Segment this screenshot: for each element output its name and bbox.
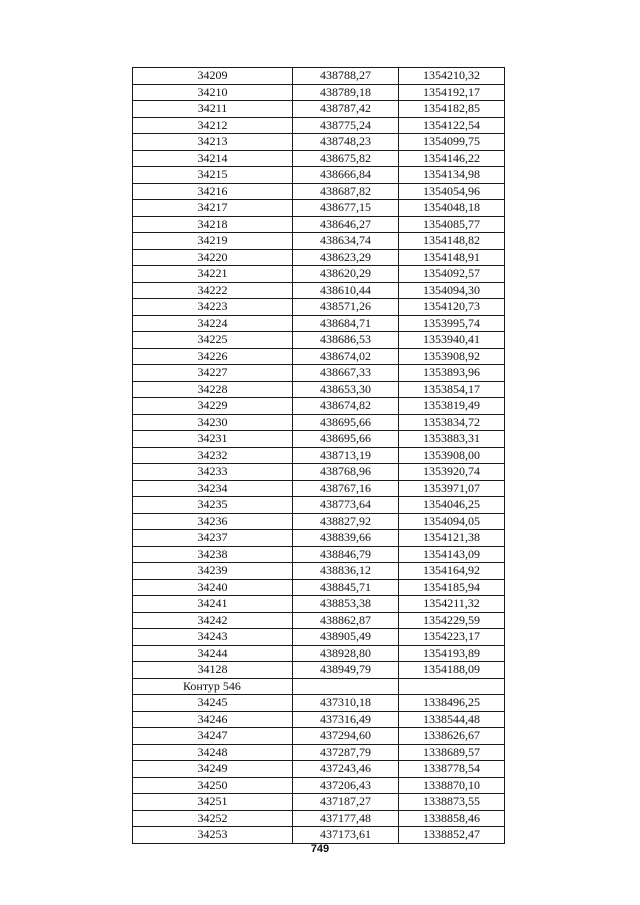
y-coordinate-cell: 1353893,96 <box>399 365 505 382</box>
point-id-cell: 34224 <box>133 315 293 332</box>
x-coordinate-cell: 438646,27 <box>293 216 399 233</box>
table-row <box>133 414 505 431</box>
y-coordinate-cell: 1354094,05 <box>399 513 505 530</box>
point-id-cell: 34225 <box>133 332 293 349</box>
x-coordinate-cell: 438839,66 <box>293 530 399 547</box>
x-coordinate-cell: 438768,96 <box>293 464 399 481</box>
y-coordinate-cell: 1338496,25 <box>399 695 505 712</box>
y-coordinate-cell: 1353971,07 <box>399 480 505 497</box>
point-id-cell: 34248 <box>133 744 293 761</box>
table-row <box>133 711 505 728</box>
x-coordinate-cell: 438949,79 <box>293 662 399 679</box>
table-row <box>133 480 505 497</box>
point-id-cell: 34247 <box>133 728 293 745</box>
table-row <box>133 662 505 679</box>
y-coordinate-cell: 1353908,92 <box>399 348 505 365</box>
point-id-cell: 34214 <box>133 150 293 167</box>
point-id-cell: 34235 <box>133 497 293 514</box>
y-coordinate-cell: 1353819,49 <box>399 398 505 415</box>
y-coordinate-cell: 1338852,47 <box>399 827 505 844</box>
point-id-cell: 34218 <box>133 216 293 233</box>
table-row <box>133 134 505 151</box>
table-row <box>133 315 505 332</box>
point-id-cell: 34245 <box>133 695 293 712</box>
point-id-cell: 34253 <box>133 827 293 844</box>
point-id-cell: 34236 <box>133 513 293 530</box>
x-coordinate-cell: 437187,27 <box>293 794 399 811</box>
x-coordinate-cell: 438827,92 <box>293 513 399 530</box>
point-id-cell: 34228 <box>133 381 293 398</box>
y-coordinate-cell: 1354211,32 <box>399 596 505 613</box>
x-coordinate-cell: 438775,24 <box>293 117 399 134</box>
table-row <box>133 249 505 266</box>
y-coordinate-cell: 1354193,89 <box>399 645 505 662</box>
x-coordinate-cell: 437310,18 <box>293 695 399 712</box>
point-id-cell: 34237 <box>133 530 293 547</box>
point-id-cell: 34234 <box>133 480 293 497</box>
coordinates-table <box>132 67 505 844</box>
y-coordinate-cell: 1338870,10 <box>399 777 505 794</box>
y-coordinate-cell: 1354085,77 <box>399 216 505 233</box>
y-coordinate-cell: 1338858,46 <box>399 810 505 827</box>
x-coordinate-cell: 438666,84 <box>293 167 399 184</box>
y-coordinate-cell: 1354148,91 <box>399 249 505 266</box>
x-coordinate-cell: 437287,79 <box>293 744 399 761</box>
table-row <box>133 348 505 365</box>
section-header-row <box>133 678 505 695</box>
x-coordinate-cell: 437173,61 <box>293 827 399 844</box>
x-coordinate-cell: 438684,71 <box>293 315 399 332</box>
table-row <box>133 827 505 844</box>
x-coordinate-cell: 438788,27 <box>293 68 399 85</box>
y-coordinate-cell: 1354143,09 <box>399 546 505 563</box>
table-row <box>133 596 505 613</box>
point-id-cell: 34243 <box>133 629 293 646</box>
table-row <box>133 794 505 811</box>
y-coordinate-cell: 1354188,09 <box>399 662 505 679</box>
table-row <box>133 101 505 118</box>
x-coordinate-cell: 438748,23 <box>293 134 399 151</box>
table-row <box>133 645 505 662</box>
contour-label-cell: Контур 546 <box>133 678 293 695</box>
point-id-cell: 34241 <box>133 596 293 613</box>
x-coordinate-cell: 438677,15 <box>293 200 399 217</box>
point-id-cell: 34219 <box>133 233 293 250</box>
point-id-cell: 34251 <box>133 794 293 811</box>
x-coordinate-cell: 438928,80 <box>293 645 399 662</box>
table-row <box>133 183 505 200</box>
y-coordinate-cell: 1353908,00 <box>399 447 505 464</box>
table-row <box>133 497 505 514</box>
x-coordinate-cell: 438862,87 <box>293 612 399 629</box>
x-coordinate-cell: 438620,29 <box>293 266 399 283</box>
table-row <box>133 728 505 745</box>
table-row <box>133 282 505 299</box>
table-row <box>133 579 505 596</box>
table-row <box>133 695 505 712</box>
y-coordinate-cell: 1338778,54 <box>399 761 505 778</box>
x-coordinate-cell: 438836,12 <box>293 563 399 580</box>
table-row <box>133 513 505 530</box>
point-id-cell: 34231 <box>133 431 293 448</box>
y-coordinate-cell: 1338873,55 <box>399 794 505 811</box>
x-coordinate-cell: 437294,60 <box>293 728 399 745</box>
x-coordinate-cell: 438767,16 <box>293 480 399 497</box>
table-row <box>133 398 505 415</box>
point-id-cell: 34246 <box>133 711 293 728</box>
x-coordinate-cell: 438686,53 <box>293 332 399 349</box>
table-row <box>133 68 505 85</box>
y-coordinate-cell: 1354094,30 <box>399 282 505 299</box>
table-row <box>133 266 505 283</box>
table-row <box>133 216 505 233</box>
y-coordinate-cell: 1353854,17 <box>399 381 505 398</box>
table-row <box>133 84 505 101</box>
y-coordinate-cell: 1354046,25 <box>399 497 505 514</box>
table-row <box>133 777 505 794</box>
x-coordinate-cell: 438667,33 <box>293 365 399 382</box>
x-coordinate-cell <box>293 678 399 695</box>
y-coordinate-cell: 1354185,94 <box>399 579 505 596</box>
table-row <box>133 167 505 184</box>
point-id-cell: 34128 <box>133 662 293 679</box>
table-row <box>133 431 505 448</box>
table-row <box>133 530 505 547</box>
x-coordinate-cell: 437243,46 <box>293 761 399 778</box>
x-coordinate-cell: 438789,18 <box>293 84 399 101</box>
y-coordinate-cell: 1354099,75 <box>399 134 505 151</box>
x-coordinate-cell: 438610,44 <box>293 282 399 299</box>
y-coordinate-cell: 1353920,74 <box>399 464 505 481</box>
x-coordinate-cell: 438773,64 <box>293 497 399 514</box>
y-coordinate-cell: 1354229,59 <box>399 612 505 629</box>
x-coordinate-cell: 438674,82 <box>293 398 399 415</box>
point-id-cell: 34249 <box>133 761 293 778</box>
point-id-cell: 34221 <box>133 266 293 283</box>
point-id-cell: 34229 <box>133 398 293 415</box>
x-coordinate-cell: 438571,26 <box>293 299 399 316</box>
point-id-cell: 34223 <box>133 299 293 316</box>
y-coordinate-cell: 1353940,41 <box>399 332 505 349</box>
point-id-cell: 34252 <box>133 810 293 827</box>
x-coordinate-cell: 437206,43 <box>293 777 399 794</box>
point-id-cell: 34232 <box>133 447 293 464</box>
y-coordinate-cell: 1354048,18 <box>399 200 505 217</box>
point-id-cell: 34213 <box>133 134 293 151</box>
coordinates-table-body <box>133 68 505 844</box>
x-coordinate-cell: 438905,49 <box>293 629 399 646</box>
x-coordinate-cell: 437316,49 <box>293 711 399 728</box>
y-coordinate-cell: 1354192,17 <box>399 84 505 101</box>
y-coordinate-cell: 1354148,82 <box>399 233 505 250</box>
table-row <box>133 546 505 563</box>
y-coordinate-cell: 1354146,22 <box>399 150 505 167</box>
y-coordinate-cell: 1353995,74 <box>399 315 505 332</box>
table-row <box>133 200 505 217</box>
point-id-cell: 34227 <box>133 365 293 382</box>
y-coordinate-cell: 1353834,72 <box>399 414 505 431</box>
x-coordinate-cell: 438845,71 <box>293 579 399 596</box>
y-coordinate-cell: 1354054,96 <box>399 183 505 200</box>
table-row <box>133 810 505 827</box>
table-row <box>133 464 505 481</box>
point-id-cell: 34226 <box>133 348 293 365</box>
point-id-cell: 34240 <box>133 579 293 596</box>
table-row <box>133 299 505 316</box>
table-row <box>133 447 505 464</box>
y-coordinate-cell: 1354182,85 <box>399 101 505 118</box>
x-coordinate-cell: 438687,82 <box>293 183 399 200</box>
y-coordinate-cell: 1354120,73 <box>399 299 505 316</box>
x-coordinate-cell: 437177,48 <box>293 810 399 827</box>
x-coordinate-cell: 438675,82 <box>293 150 399 167</box>
y-coordinate-cell: 1338689,57 <box>399 744 505 761</box>
y-coordinate-cell: 1354164,92 <box>399 563 505 580</box>
x-coordinate-cell: 438695,66 <box>293 414 399 431</box>
table-row <box>133 761 505 778</box>
y-coordinate-cell: 1338626,67 <box>399 728 505 745</box>
x-coordinate-cell: 438674,02 <box>293 348 399 365</box>
page-number: 749 <box>310 843 330 855</box>
point-id-cell: 34222 <box>133 282 293 299</box>
y-coordinate-cell <box>399 678 505 695</box>
table-row <box>133 563 505 580</box>
point-id-cell: 34238 <box>133 546 293 563</box>
x-coordinate-cell: 438695,66 <box>293 431 399 448</box>
x-coordinate-cell: 438853,38 <box>293 596 399 613</box>
point-id-cell: 34220 <box>133 249 293 266</box>
x-coordinate-cell: 438787,42 <box>293 101 399 118</box>
x-coordinate-cell: 438846,79 <box>293 546 399 563</box>
point-id-cell: 34239 <box>133 563 293 580</box>
point-id-cell: 34209 <box>133 68 293 85</box>
y-coordinate-cell: 1353883,31 <box>399 431 505 448</box>
point-id-cell: 34210 <box>133 84 293 101</box>
x-coordinate-cell: 438634,74 <box>293 233 399 250</box>
x-coordinate-cell: 438713,19 <box>293 447 399 464</box>
point-id-cell: 34230 <box>133 414 293 431</box>
y-coordinate-cell: 1354223,17 <box>399 629 505 646</box>
table-row <box>133 117 505 134</box>
x-coordinate-cell: 438623,29 <box>293 249 399 266</box>
y-coordinate-cell: 1354122,54 <box>399 117 505 134</box>
point-id-cell: 34215 <box>133 167 293 184</box>
table-row <box>133 365 505 382</box>
point-id-cell: 34211 <box>133 101 293 118</box>
y-coordinate-cell: 1354092,57 <box>399 266 505 283</box>
point-id-cell: 34212 <box>133 117 293 134</box>
table-row <box>133 629 505 646</box>
y-coordinate-cell: 1338544,48 <box>399 711 505 728</box>
table-row <box>133 332 505 349</box>
y-coordinate-cell: 1354210,32 <box>399 68 505 85</box>
x-coordinate-cell: 438653,30 <box>293 381 399 398</box>
table-row <box>133 381 505 398</box>
table-row <box>133 612 505 629</box>
point-id-cell: 34244 <box>133 645 293 662</box>
point-id-cell: 34242 <box>133 612 293 629</box>
table-row <box>133 744 505 761</box>
y-coordinate-cell: 1354121,38 <box>399 530 505 547</box>
y-coordinate-cell: 1354134,98 <box>399 167 505 184</box>
table-row <box>133 150 505 167</box>
point-id-cell: 34216 <box>133 183 293 200</box>
table-row <box>133 233 505 250</box>
point-id-cell: 34217 <box>133 200 293 217</box>
point-id-cell: 34250 <box>133 777 293 794</box>
point-id-cell: 34233 <box>133 464 293 481</box>
